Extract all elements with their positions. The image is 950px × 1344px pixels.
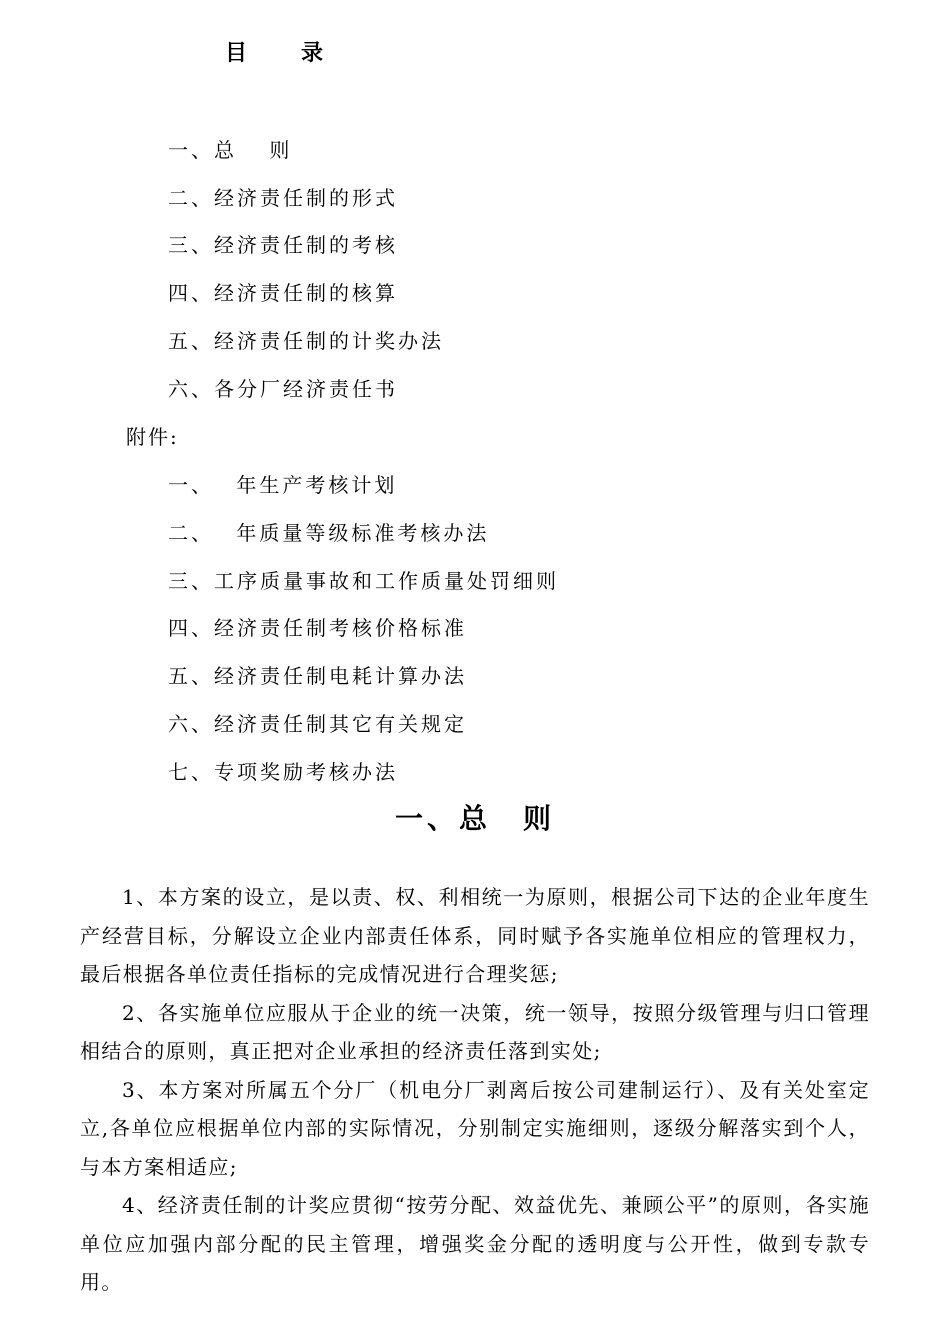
attachments-label: 附件: xyxy=(126,425,179,449)
toc-item[interactable]: 一、总 则 xyxy=(168,138,293,162)
attachment-item[interactable]: 一、 年生产考核计划 xyxy=(168,473,398,497)
toc-title xyxy=(225,38,325,68)
attachment-item[interactable]: 六、经济责任制其它有关规定 xyxy=(168,712,467,736)
section-body xyxy=(80,878,870,1302)
section-title: 一、总 则 xyxy=(394,802,555,835)
toc-item[interactable]: 二、经济责任制的形式 xyxy=(168,186,398,210)
toc-item[interactable]: 六、各分厂经济责任书 xyxy=(168,377,398,401)
paragraph: 1、本方案的设立，是以责、权、利相统一为原则，根据公司下达的企业年度生产经营目标，分解设立企业内部责任体系，同时赋予各实施单位相应的管理权力，最后根据各单位责任指标的完成情况进行合理奖惩; xyxy=(80,885,870,986)
paragraph: 2、各实施单位应服从于企业的统一决策，统一领导，按照分级管理与归口管理相结合的原则，真正把对企业承担的经济责任落到实处; xyxy=(80,1000,870,1063)
toc-title-right: 录 xyxy=(301,40,326,66)
toc-item[interactable]: 五、经济责任制的计奖办法 xyxy=(168,329,444,353)
paragraph: 4、经济责任制的计奖应贯彻“按劳分配、效益优先、兼顾公平”的原则，各实施单位应加强内部分配的民主管理，增强奖金分配的透明度与公开性，做到专款专用。 xyxy=(80,1193,870,1294)
attachment-item[interactable]: 三、工序质量事故和工作质量处罚细则 xyxy=(168,569,559,593)
paragraph: 3、本方案对所属五个分厂（机电分厂剥离后按公司建制运行）、及有关处室定立,各单位应根据单位内部的实际情况，分别制定实施细则，逐级分解落实到个人，与本方案相适应; xyxy=(80,1077,870,1179)
toc-title-left: 目 xyxy=(225,40,250,66)
attachment-item[interactable]: 四、经济责任制考核价格标准 xyxy=(168,616,467,640)
toc-item[interactable]: 四、经济责任制的核算 xyxy=(168,281,398,305)
attachment-item[interactable]: 五、经济责任制电耗计算办法 xyxy=(168,664,467,688)
toc-item[interactable]: 三、经济责任制的考核 xyxy=(168,233,398,257)
attachment-item[interactable]: 七、专项奖励考核办法 xyxy=(168,760,398,784)
attachment-item[interactable]: 二、 年质量等级标准考核办法 xyxy=(168,521,490,545)
